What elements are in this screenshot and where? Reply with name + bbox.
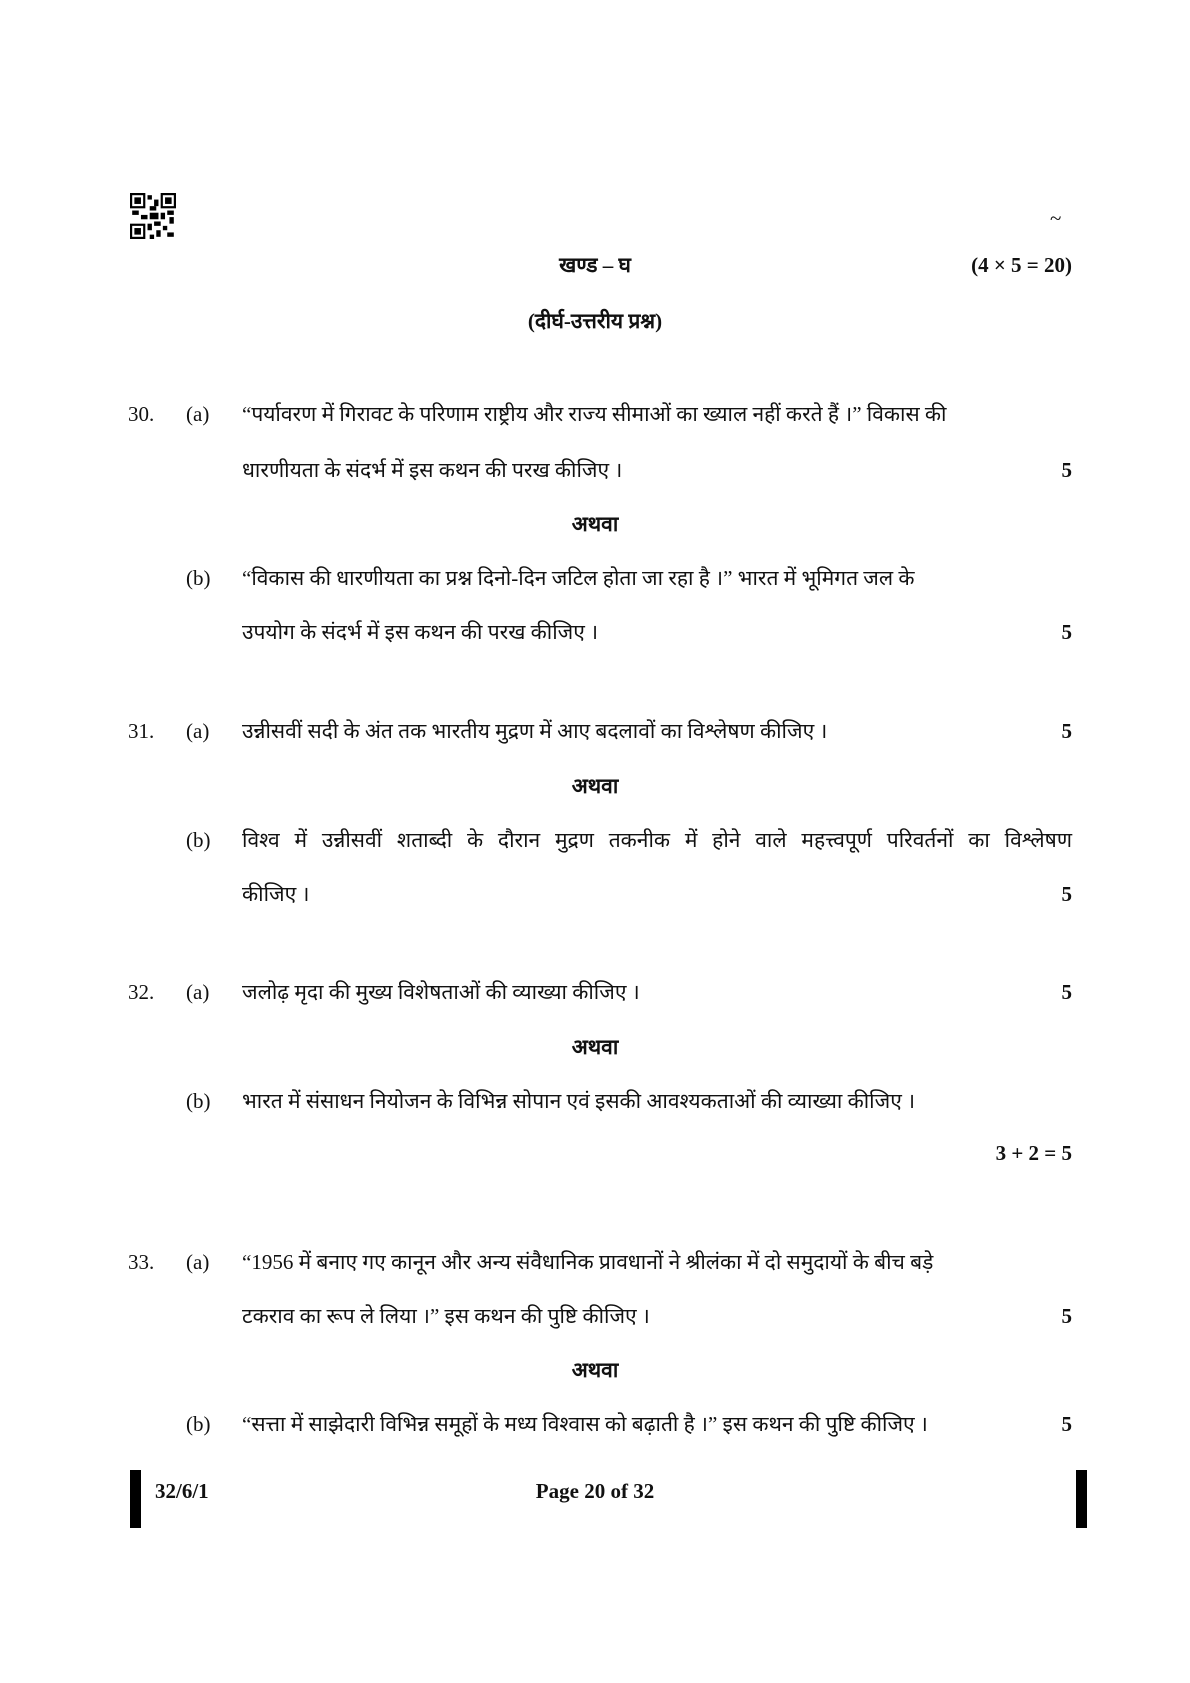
part-label: (b) xyxy=(186,1089,211,1113)
question-text: “1956 में बनाए गए कानून और अन्य संवैधानिक प्रावधानों ने श्रीलंका में दो समुदायों के बीच बड़े xyxy=(242,1250,934,1274)
paper-code: 32/6/1 xyxy=(155,1479,209,1503)
question-text: उपयोग के संदर्भ में इस कथन की परख कीजिए । xyxy=(242,620,599,644)
part-label: (b) xyxy=(186,566,211,590)
marks: 5 xyxy=(1061,719,1072,743)
question-number: 33. xyxy=(128,1250,155,1274)
tilde-mark: ~ xyxy=(1050,206,1062,230)
question-text: विश्व में उन्नीसवीं शताब्दी के दौरान मुद्रण तकनीक में होने वाले महत्त्वपूर्ण परिवर्तनों का विश्लेषण xyxy=(242,828,1072,852)
question-number: 30. xyxy=(128,402,155,426)
question-text: भारत में संसाधन नियोजन के विभिन्न सोपान एवं इसकी आवश्यकताओं की व्याख्या कीजिए । xyxy=(242,1089,916,1113)
question-text: जलोढ़ मृदा की मुख्य विशेषताओं की व्याख्या कीजिए । xyxy=(242,980,640,1004)
question-text: “पर्यावरण में गिरावट के परिणाम राष्ट्रीय और राज्य सीमाओं का ख्याल नहीं करते हैं ।” विकास की xyxy=(242,402,947,426)
or-label: अथवा xyxy=(571,1358,619,1382)
or-label: अथवा xyxy=(571,1035,619,1059)
question-text: कीजिए । xyxy=(242,882,310,906)
question-number: 31. xyxy=(128,719,155,743)
question-number: 32. xyxy=(128,980,155,1004)
marks: 5 xyxy=(1061,882,1072,906)
part-label: (a) xyxy=(186,1250,210,1274)
marks: 5 xyxy=(1061,1304,1072,1328)
marks: 5 xyxy=(1061,458,1072,482)
or-label: अथवा xyxy=(571,512,619,536)
part-label: (b) xyxy=(186,828,211,852)
or-label: अथवा xyxy=(571,774,619,798)
marks: 5 xyxy=(1061,620,1072,644)
marks: 5 xyxy=(1061,1412,1072,1436)
section-title: खण्ड – घ xyxy=(559,253,631,277)
question-text: “विकास की धारणीयता का प्रश्न दिनो-दिन जटिल होता जा रहा है ।” भारत में भूमिगत जल के xyxy=(242,566,915,590)
question-text: “सत्ता में साझेदारी विभिन्न समूहों के मध्य विश्वास को बढ़ाती है ।” इस कथन की पुष्टि कीजिए । xyxy=(242,1412,928,1436)
question-text: टकराव का रूप ले लिया ।” इस कथन की पुष्टि कीजिए । xyxy=(242,1304,650,1328)
question-text: धारणीयता के संदर्भ में इस कथन की परख कीजिए । xyxy=(242,458,623,482)
section-marks: (4 × 5 = 20) xyxy=(971,253,1072,277)
part-label: (a) xyxy=(186,402,210,426)
marks: 5 xyxy=(1061,980,1072,1004)
question-text: उन्नीसवीं सदी के अंत तक भारतीय मुद्रण में आए बदलावों का विश्लेषण कीजिए । xyxy=(242,719,828,743)
section-subtitle: (दीर्घ-उत्तरीय प्रश्न) xyxy=(527,309,663,333)
page-number: Page 20 of 32 xyxy=(535,1479,655,1503)
marks: 3 + 2 = 5 xyxy=(995,1141,1072,1165)
part-label: (a) xyxy=(186,719,210,743)
qr-code xyxy=(130,193,176,239)
part-label: (a) xyxy=(186,980,210,1004)
part-label: (b) xyxy=(186,1412,211,1436)
